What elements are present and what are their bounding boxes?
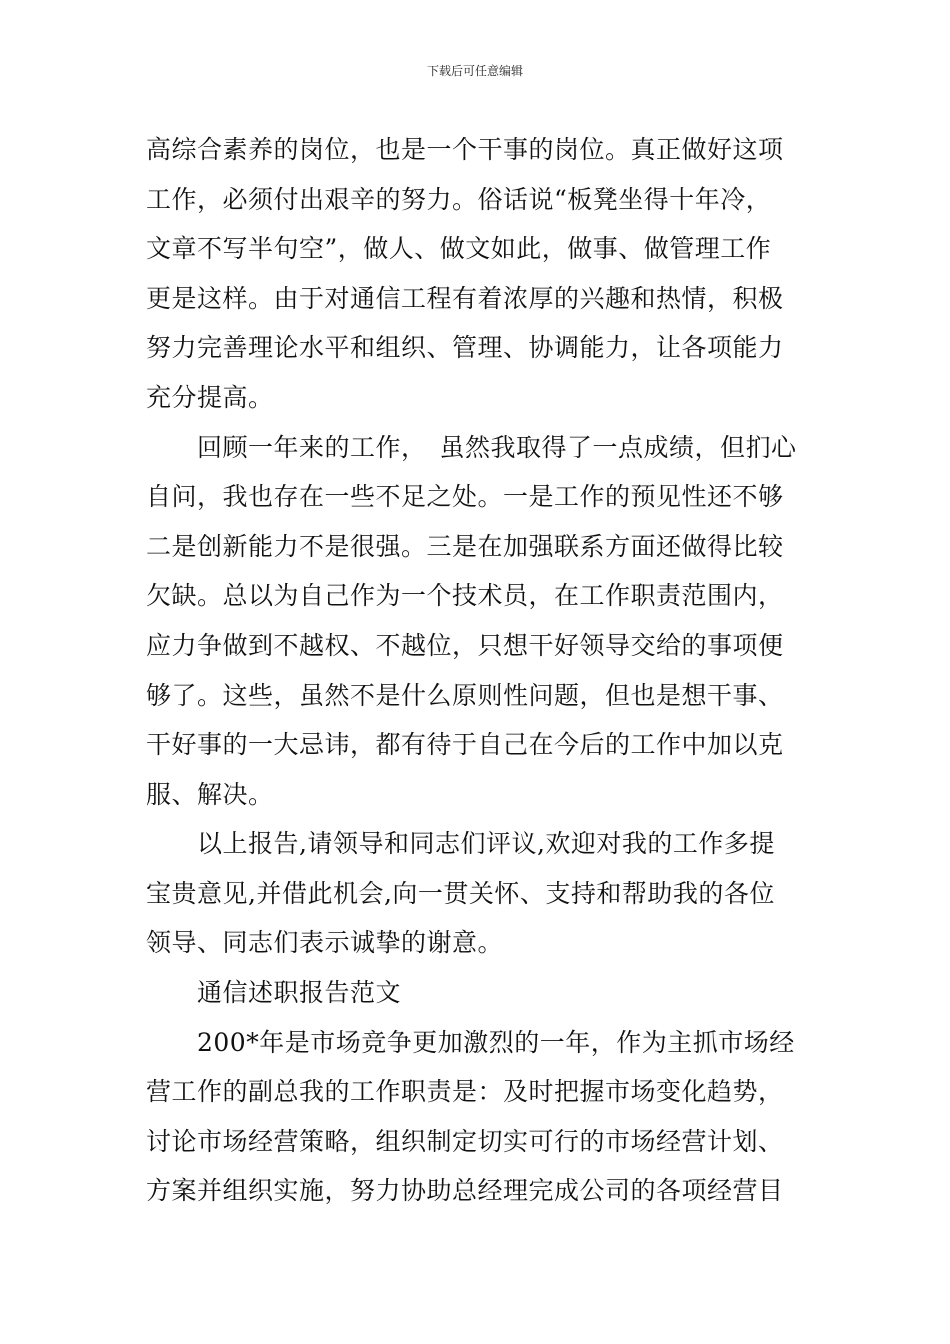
text-line: 文章不写半句空”，做人、做文如此，做事、做管理工作 [146, 234, 772, 263]
text-line: 工作，必须付出艰辛的努力。俗话说“板凳坐得十年冷， [146, 185, 772, 214]
text-line: 领导、同志们表示诚挚的谢意。 [146, 928, 504, 957]
text-line: 自问，我也存在一些不足之处。一是工作的预见性还不够 [146, 482, 784, 511]
text-line: 宝贵意见,并借此机会,向一贯关怀、支持和帮助我的各位 [146, 879, 775, 908]
text-line: 更是这样。由于对通信工程有着浓厚的兴趣和热情，积极 [146, 284, 784, 313]
text-line: 营工作的副总我的工作职责是：及时把握市场变化趋势， [146, 1077, 784, 1106]
text-line: 二是创新能力不是很强。三是在加强联系方面还做得比较 [146, 532, 784, 561]
text-line: 干好事的一大忌讳，都有待于自己在今后的工作中加以克 [146, 730, 784, 759]
text-line: 努力完善理论水平和组织、管理、协调能力，让各项能力 [146, 333, 784, 362]
text-line: 充分提高。 [146, 383, 274, 412]
text-line: 应力争做到不越权、不越位，只想干好领导交给的事项便 [146, 631, 784, 660]
text-line: 高综合素养的岗位，也是一个干事的岗位。真正做好这项 [146, 135, 784, 164]
section-heading: 通信述职报告范文 [146, 978, 402, 1007]
text-line: 200*年是市场竞争更加激烈的一年，作为主抓市场经 [146, 1028, 795, 1057]
text-line: 服、解决。 [146, 780, 274, 809]
text-line: 回顾一年来的工作， 虽然我取得了一点成绩，但扪心 [146, 433, 797, 462]
text-line: 以上报告,请领导和同志们评议,欢迎对我的工作多提 [146, 829, 775, 858]
text-line: 方案并组织实施，努力协助总经理完成公司的各项经营目 [146, 1176, 784, 1205]
page-header: 下载后可任意编辑 [426, 64, 523, 78]
text-line: 欠缺。总以为自己作为一个技术员，在工作职责范围内， [146, 581, 784, 610]
text-line: 够了。这些，虽然不是什么原则性问题，但也是想干事、 [146, 681, 784, 710]
text-line: 讨论市场经营策略，组织制定切实可行的市场经营计划、 [146, 1127, 784, 1156]
